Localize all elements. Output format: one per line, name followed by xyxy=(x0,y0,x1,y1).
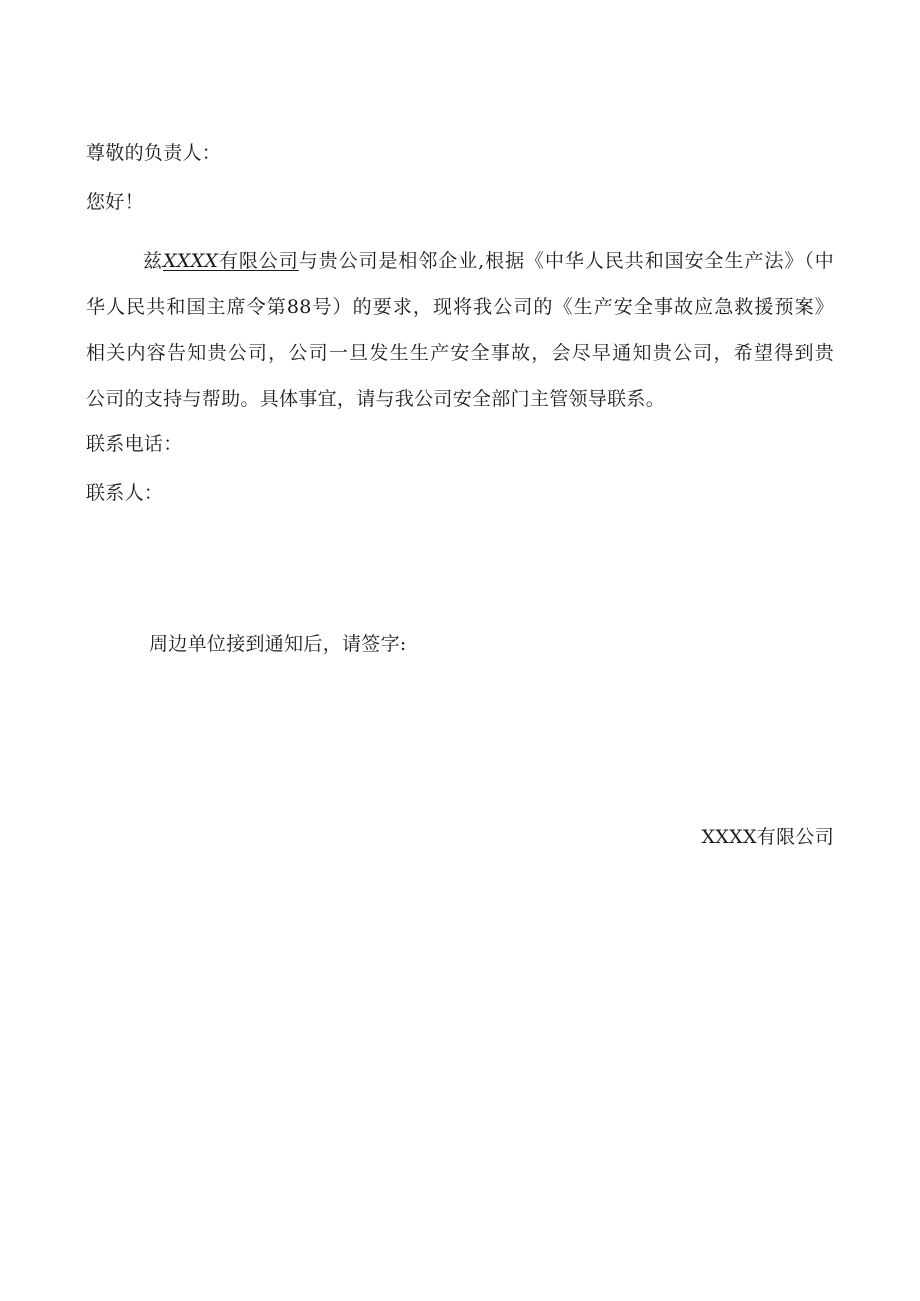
salutation: 尊敬的负责人： xyxy=(86,142,222,164)
company-placeholder: XXXX xyxy=(162,250,219,272)
body-line-4: 公司的支持与帮助。具体事宜，请与我公司安全部门主管领导联系。 xyxy=(86,388,666,410)
body-paragraph xyxy=(86,238,834,422)
sign-request: 周边单位接到通知后，请签字: xyxy=(149,633,407,655)
body-line-3: 相关内容告知贵公司，公司一旦发生生产安全事故，会尽早通知贵公司，希望得到贵 xyxy=(86,342,834,364)
body-line-2: 华人民共和国主席令第88号）的要求，现将我公司的《生产安全事故应急救援预案》 xyxy=(86,296,834,318)
body-prefix: 兹 xyxy=(143,250,163,272)
greeting: 您好！ xyxy=(86,191,144,213)
signature-company: XXXX有限公司 xyxy=(701,826,834,848)
body-line-1 xyxy=(86,238,834,284)
contact-person-label: 联系人： xyxy=(86,482,164,504)
company-suffix: 有限公司 xyxy=(218,250,299,272)
company-reference xyxy=(163,250,299,272)
body-line-1-rest: 与贵公司是相邻企业,根据《中华人民共和国安全生产法》（中 xyxy=(298,250,834,272)
phone-label: 联系电话： xyxy=(86,433,183,455)
